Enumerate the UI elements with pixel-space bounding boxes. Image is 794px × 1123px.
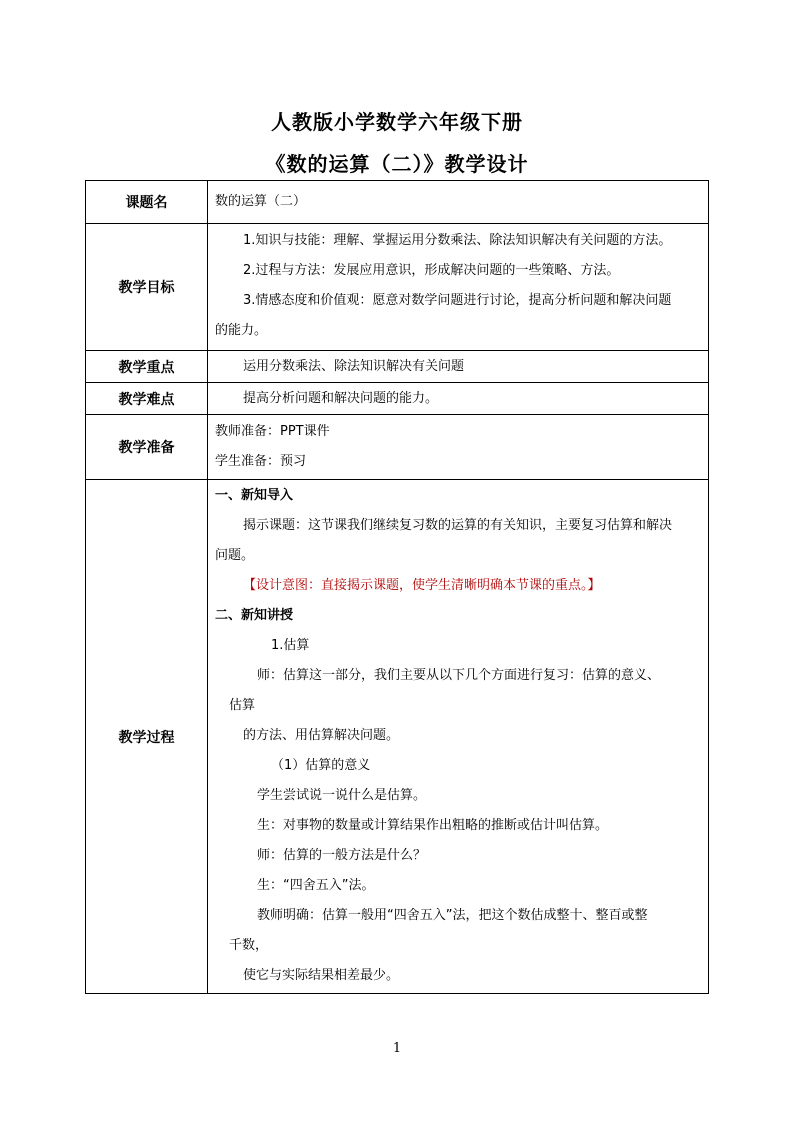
row-preparation <box>86 415 709 480</box>
row-difficulties <box>86 383 709 415</box>
value-difficulties <box>208 383 709 415</box>
student-preparation: 学生准备：预习 <box>215 454 307 469</box>
teacher-preparation: 教师准备：PPT课件 <box>215 424 330 439</box>
section-heading-new-knowledge: 二、新知讲授 <box>215 608 294 623</box>
label-key-points: 教学重点 <box>86 351 208 383</box>
objective-line-1: 1.知识与技能：理解、掌握运用分数乘法、除法知识解决有关问题的方法。 <box>243 233 672 248</box>
process-line: 生：“四舍五入”法。 <box>257 878 375 893</box>
process-line: 师：估算这一部分，我们主要从以下几个方面进行复习：估算的意义、 <box>257 668 661 683</box>
document-title: 人教版小学数学六年级下册 <box>271 110 523 134</box>
label-course-name: 课题名 <box>86 181 208 224</box>
process-line: 的方法、用估算解决问题。 <box>243 728 400 743</box>
document-subtitle: 《数的运算（二）》教学设计 <box>265 152 529 176</box>
section-heading-intro: 一、新知导入 <box>215 488 294 503</box>
process-line: 千数， <box>229 938 269 953</box>
label-objectives: 教学目标 <box>86 224 208 351</box>
value-objectives <box>208 224 709 351</box>
process-line: 揭示课题：这节课我们继续复习数的运算的有关知识，主要复习估算和解决 <box>243 518 673 533</box>
row-objectives <box>86 224 709 351</box>
objective-line-2: 2.过程与方法：发展应用意识，形成解决问题的一些策略、方法。 <box>243 263 620 278</box>
subsection-estimation-meaning: （1）估算的意义 <box>271 758 371 773</box>
value-preparation <box>208 415 709 480</box>
row-course-name <box>86 181 709 224</box>
process-line: 教师明确：估算一般用“四舍五入”法，把这个数估成整十、整百或整 <box>257 908 648 923</box>
label-difficulties: 教学难点 <box>86 383 208 415</box>
label-process: 教学过程 <box>86 480 208 994</box>
difficulties-text: 提高分析问题和解决问题的能力。 <box>243 390 439 406</box>
course-name-text: 数的运算（二） <box>215 194 307 209</box>
label-preparation: 教学准备 <box>86 415 208 480</box>
page-number: 1 <box>392 1041 402 1056</box>
process-line: 生：对事物的数量或计算结果作出粗略的推断或估计叫估算。 <box>257 818 609 833</box>
row-key-points <box>86 351 709 383</box>
lesson-plan-table <box>85 180 709 994</box>
value-course-name <box>208 181 709 224</box>
process-line: 师：估算的一般方法是什么？ <box>257 848 427 863</box>
process-line: 使它与实际结果相差最少。 <box>243 968 400 983</box>
objective-line-3: 3.情感态度和价值观：愿意对数学问题进行讨论，提高分析问题和解决问题 <box>243 293 672 308</box>
process-line: 估算 <box>229 698 256 713</box>
design-intent-note: 【设计意图：直接揭示课题，使学生清晰明确本节课的重点。】 <box>243 578 601 593</box>
key-points-text: 运用分数乘法、除法知识解决有关问题 <box>243 358 465 374</box>
value-process <box>208 480 709 994</box>
subsection-estimation: 1.估算 <box>271 638 310 653</box>
row-process <box>86 480 709 994</box>
process-line: 问题。 <box>215 548 255 563</box>
value-key-points <box>208 351 709 383</box>
objective-line-4: 的能力。 <box>215 323 268 338</box>
process-line: 学生尝试说一说什么是估算。 <box>257 788 427 803</box>
